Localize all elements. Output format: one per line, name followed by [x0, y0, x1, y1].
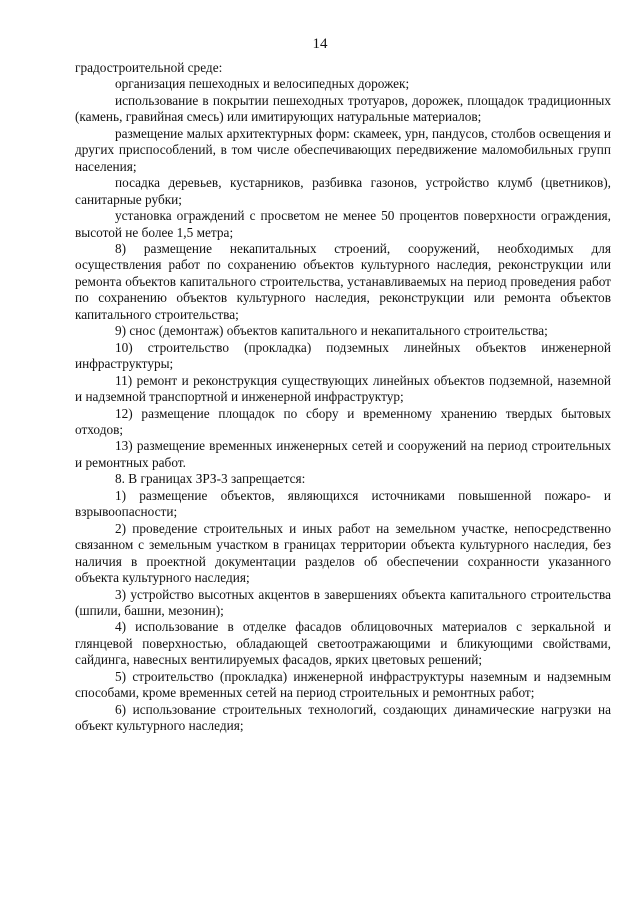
paragraph: градостроительной среде:	[75, 60, 223, 75]
paragraph: 1) размещение объектов, являющихся источниками повышенной пожаро- и взрывоопасности;	[75, 487, 611, 520]
paragraph: 9) снос (демонтаж) объектов капитального и некапитального строительства;	[115, 323, 548, 339]
paragraph: организация пешеходных и велосипедных дорожек;	[115, 76, 410, 92]
document-body	[75, 60, 611, 735]
paragraph: 3) устройство высотных акцентов в завершениях объекта капитального строительства (шпили, башни, мезонин);	[75, 586, 611, 618]
paragraph: 5) строительство (прокладка) инженерной инфраструктуры наземным и надземным способами, кроме временных сетей на период строительных и ремонтных работ;	[75, 668, 611, 701]
page-number: 14	[312, 36, 328, 52]
paragraph: 8) размещение некапитальных строений, сооружений, необходимых для осуществления работ по сохранению объектов культурного наследия, реконструкции или ремонта объектов капитального строительства, устанавливаемых на период проведения работ по сохранению объектов культурного наследия, реконструкции или ремонта объектов капитального строительства;	[75, 240, 611, 322]
paragraph: размещение малых архитектурных форм: скамеек, урн, пандусов, столбов освещения и других приспособлений, в том числе обеспечивающих передвижение маломобильных групп населения;	[75, 125, 611, 174]
paragraph: 2) проведение строительных и иных работ на земельном участке, непосредственно связанном с земельным участком в границах территории объекта культурного наследия, без наличия в проектной документации разделов об обеспечении сохранности указанного объекта культурного наследия;	[75, 520, 611, 586]
paragraph: посадка деревьев, кустарников, разбивка газонов, устройство клумб (цветников), санитарные рубки;	[75, 175, 611, 207]
paragraph: использование в покрытии пешеходных тротуаров, дорожек, площадок традиционных (камень, гравийная смесь) или имитирующих натуральные материалов;	[75, 92, 611, 125]
paragraph: 11) ремонт и реконструкция существующих линейных объектов подземной, наземной и надземной транспортной и инженерной инфраструктур;	[75, 372, 611, 405]
paragraph: 8. В границах ЗРЗ-3 запрещается:	[115, 471, 306, 487]
paragraph: 4) использование в отделке фасадов облицовочных материалов с зеркальной и глянцевой поверхностью, обладающей светоотражающими и бликующими свойствами, сайдинга, навесных вентилируемых фасадов, ярких цветовых решений;	[75, 619, 611, 668]
paragraph: 12) размещение площадок по сбору и временному хранению твердых бытовых отходов;	[75, 405, 611, 437]
paragraph: 13) размещение временных инженерных сетей и сооружений на период строительных и ремонтных работ.	[75, 438, 611, 470]
paragraph: 10) строительство (прокладка) подземных линейных объектов инженерной инфраструктуры;	[75, 339, 611, 372]
paragraph: 6) использование строительных технологий, создающих динамические нагрузки на объект культурного наследия;	[75, 701, 611, 734]
paragraph: установка ограждений с просветом не менее 50 процентов поверхности ограждения, высотой не более 1,5 метра;	[75, 208, 611, 240]
